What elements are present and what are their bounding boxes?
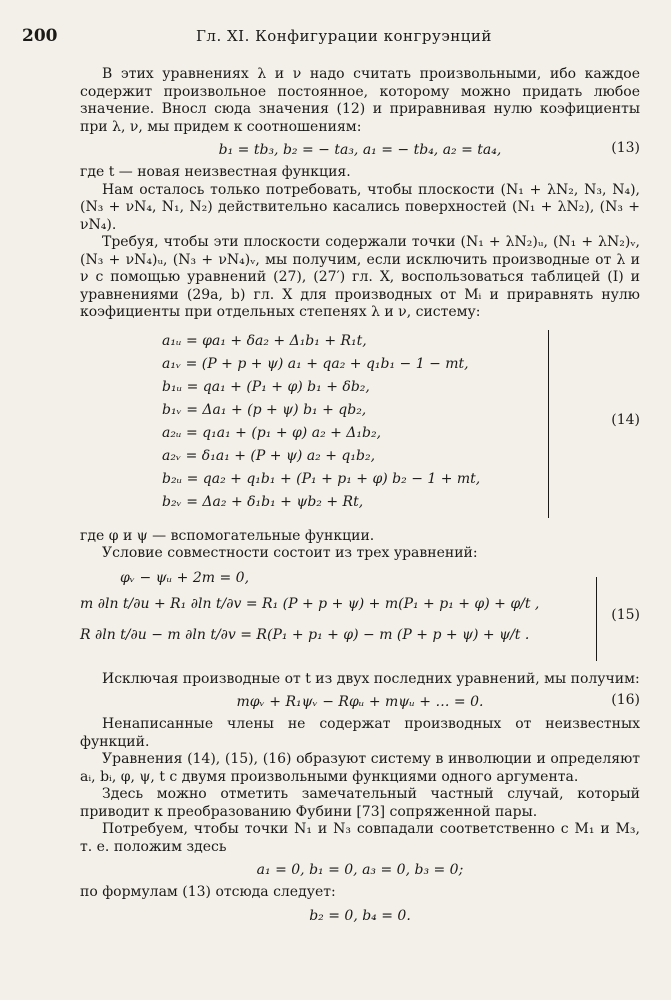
paragraph-2: где t — новая неизвестная функция. (80, 164, 351, 180)
equation-zero-body: a₁ = 0, b₁ = 0, a₃ = 0, b₃ = 0; (256, 862, 464, 878)
equation-14-number: (14) (611, 411, 640, 428)
equation-16 (80, 692, 640, 712)
equation-system-14 (80, 330, 640, 520)
equation-zero-conditions (80, 860, 640, 880)
running-title: Гл. XI. Конфигурации конгруэнций (196, 27, 492, 45)
equation-system-15 (80, 567, 640, 667)
equation-13-body: b₁ = tb₃, b₂ = − ta₃, a₁ = − tb₄, a₂ = ta₄, (218, 142, 502, 158)
equation-15-line: R ∂ln t/∂u − m ∂ln t/∂v = R(P₁ + p₁ + φ) − m (P + p + ψ) + ψ/t . (80, 626, 530, 643)
page-body (80, 66, 640, 930)
equation-14-lines (162, 330, 522, 514)
equation-14-line: b₂ᵥ = Δa₂ + δ₁b₁ + ψb₂ + Rt, (162, 493, 364, 510)
equation-13-number: (13) (611, 140, 640, 156)
equation-13 (80, 140, 640, 160)
paragraph-9: Уравнения (14), (15), (16) образуют систему в инволюции и определяют aᵢ, bᵢ, φ, ψ, t с двумя произвольными функциями одного аргумента. (80, 751, 640, 785)
equation-15-lines (80, 567, 580, 651)
equation-14-line: a₂ᵤ = q₁a₁ + (p₁ + φ) a₂ + Δ₁b₂, (162, 424, 382, 441)
equation-14-line: b₂ᵤ = qa₂ + q₁b₁ + (P₁ + p₁ + φ) b₂ − 1 + mt, (162, 470, 481, 487)
equation-final (80, 906, 640, 926)
equation-15-number: (15) (611, 606, 640, 623)
equation-15-brace (588, 577, 597, 661)
page-number: 200 (22, 26, 58, 46)
paragraph-1: В этих уравнениях λ и ν надо считать произвольными, ибо каждое содержит произвольное постоянное, которому можно придать любое значение. Вносл сюда значения (12) и приравнивая нулю коэфициенты при λ, ν, мы придем к соотношениям: (80, 66, 640, 135)
equation-14-line: a₁ᵥ = (P + p + ψ) a₁ + qa₂ + q₁b₁ − 1 − mt, (162, 355, 469, 372)
paragraph-4: Требуя, чтобы эти плоскости содержали точки (N₁ + λN₂)ᵤ, (N₁ + λN₂)ᵥ, (N₃ + νN₄)ᵤ, (N₃ + νN₄)ᵥ, мы получим, если исключить производные от λ и ν с помощью уравнений (27), (27′) гл. X, воспользоваться таблицей (I) и уравнениями (29a, b) гл. X для производных от Mᵢ и приравнять нулю коэфициенты при отдельных степенях λ и ν, систему: (80, 234, 640, 320)
equation-14-line: b₁ᵤ = qa₁ + (P₁ + φ) b₁ + δb₂, (162, 378, 370, 395)
equation-14-line: b₁ᵥ = Δa₁ + (p + ψ) b₁ + qb₂, (162, 401, 367, 418)
paragraph-8: Ненаписанные члены не содержат производных от неизвестных функций. (80, 716, 640, 750)
equation-final-body: b₂ = 0, b₄ = 0. (309, 907, 411, 924)
equation-16-number: (16) (611, 692, 640, 708)
equation-14-line: a₂ᵥ = δ₁a₁ + (P + ψ) a₂ + q₁b₂, (162, 447, 376, 464)
paragraph-7: Исключая производные от t из двух последних уравнений, мы получим: (102, 670, 640, 687)
equation-15-line: φᵥ − ψᵤ + 2m = 0, (120, 569, 250, 586)
paragraph-11: Потребуем, чтобы точки N₁ и N₃ совпадали соответственно с M₁ и M₃, т. е. положим здесь (80, 821, 640, 855)
equation-15-line: m ∂ln t/∂u + R₁ ∂ln t/∂v = R₁ (P + p + ψ) + m(P₁ + p₁ + φ) + φ/t , (80, 595, 540, 612)
paragraph-10: Здесь можно отметить замечательный частный случай, который приводит к преобразованию Фубини [73] сопряженной пары. (80, 786, 640, 820)
page-header (0, 26, 671, 48)
equation-14-line: a₁ᵤ = φa₁ + δa₂ + Δ₁b₁ + R₁t, (162, 332, 367, 349)
paragraph-6: Условие совместности состоит из трех уравнений: (102, 545, 478, 561)
paragraph-12: по формулам (13) отсюда следует: (80, 884, 336, 900)
equation-16-body: mφᵥ + R₁ψᵥ − Rφᵤ + mψᵤ + … = 0. (236, 694, 484, 710)
paragraph-3: Нам осталось только потребовать, чтобы плоскости (N₁ + λN₂, N₃, N₄), (N₃ + νN₄, N₁, N₂) действительно касались поверхностей (N₁ + λN₂), (N₃ + νN₄). (80, 181, 640, 233)
paragraph-5: где φ и ψ — вспомогательные функции. (80, 527, 375, 544)
equation-14-brace (540, 330, 549, 518)
